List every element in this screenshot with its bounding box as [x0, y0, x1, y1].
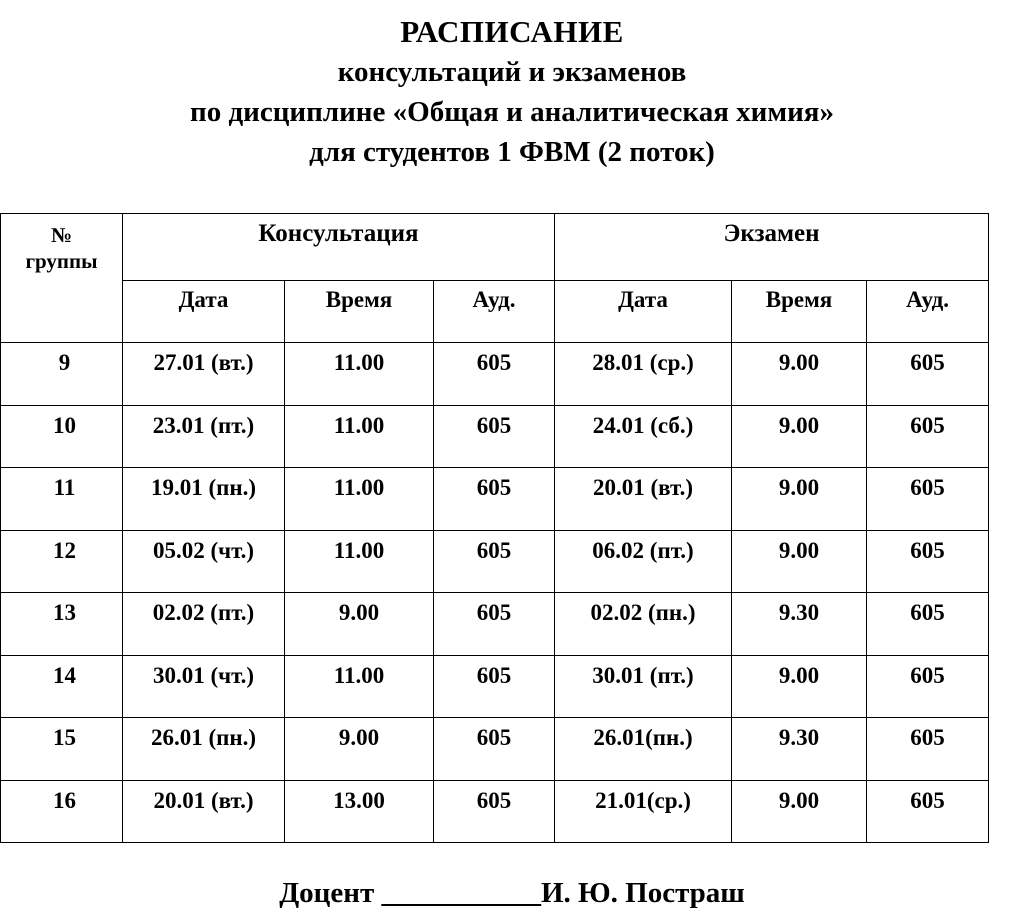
group-number-header	[1, 214, 123, 343]
exam-room-cell: 605	[867, 343, 989, 406]
table-row	[1, 655, 989, 718]
schedule-table	[0, 213, 989, 843]
consult-room-cell: 605	[434, 593, 555, 656]
group-cell: 13	[1, 593, 123, 656]
group-cell: 9	[1, 343, 123, 406]
group-cell: 12	[1, 530, 123, 593]
exam-date-cell: 30.01 (пт.)	[555, 655, 732, 718]
table-header-row	[1, 214, 989, 281]
exam-room-cell: 605	[867, 530, 989, 593]
exam-time-cell: 9.00	[732, 530, 867, 593]
exam-date-cell: 24.01 (сб.)	[555, 405, 732, 468]
group-cell: 15	[1, 718, 123, 781]
exam-date-header: Дата	[555, 281, 732, 343]
exam-time-cell: 9.30	[732, 718, 867, 781]
subtitle-line-1: консультаций и экзаменов	[337, 56, 687, 88]
exam-room-cell: 605	[867, 718, 989, 781]
consult-date-cell: 30.01 (чт.)	[123, 655, 285, 718]
group-number-word: группы	[25, 249, 98, 273]
exam-room-cell: 605	[867, 780, 989, 843]
table-row	[1, 343, 989, 406]
consult-date-cell: 20.01 (вт.)	[123, 780, 285, 843]
consultation-header: Консультация	[123, 214, 555, 281]
group-cell: 16	[1, 780, 123, 843]
signature-line: Доцент ___________И. Ю. Постраш	[279, 877, 745, 909]
consult-time-cell: 11.00	[285, 530, 434, 593]
group-number-symbol: №	[50, 223, 73, 247]
exam-date-cell: 28.01 (ср.)	[555, 343, 732, 406]
consult-time-cell: 9.00	[285, 593, 434, 656]
exam-time-cell: 9.00	[732, 405, 867, 468]
consult-time-cell: 9.00	[285, 718, 434, 781]
exam-room-cell: 605	[867, 593, 989, 656]
consult-room-cell: 605	[434, 468, 555, 531]
consult-time-cell: 11.00	[285, 655, 434, 718]
consult-room-cell: 605	[434, 655, 555, 718]
consult-time-cell: 11.00	[285, 468, 434, 531]
exam-date-cell: 26.01(пн.)	[555, 718, 732, 781]
exam-room-header: Ауд.	[867, 281, 989, 343]
subtitle-line-2: по дисциплине «Общая и аналитическая химия»	[189, 96, 834, 128]
exam-time-cell: 9.00	[732, 655, 867, 718]
exam-room-cell: 605	[867, 655, 989, 718]
consult-date-cell: 23.01 (пт.)	[123, 405, 285, 468]
consult-date-cell: 26.01 (пн.)	[123, 718, 285, 781]
consult-time-header: Время	[285, 281, 434, 343]
consult-date-header: Дата	[123, 281, 285, 343]
consult-room-cell: 605	[434, 343, 555, 406]
exam-date-cell: 20.01 (вт.)	[555, 468, 732, 531]
group-cell: 11	[1, 468, 123, 531]
group-cell: 10	[1, 405, 123, 468]
page-title: РАСПИСАНИЕ	[400, 14, 624, 49]
exam-time-cell: 9.30	[732, 593, 867, 656]
consult-date-cell: 19.01 (пн.)	[123, 468, 285, 531]
consult-room-cell: 605	[434, 405, 555, 468]
consult-date-cell: 05.02 (чт.)	[123, 530, 285, 593]
consult-room-header: Ауд.	[434, 281, 555, 343]
table-row	[1, 718, 989, 781]
exam-room-cell: 605	[867, 405, 989, 468]
consult-room-cell: 605	[434, 718, 555, 781]
table-row	[1, 468, 989, 531]
document-header	[0, 12, 1024, 172]
exam-room-cell: 605	[867, 468, 989, 531]
table-row	[1, 780, 989, 843]
exam-date-cell: 02.02 (пн.)	[555, 593, 732, 656]
exam-time-cell: 9.00	[732, 780, 867, 843]
table-row	[1, 530, 989, 593]
consult-date-cell: 27.01 (вт.)	[123, 343, 285, 406]
table-subheader-row	[1, 281, 989, 343]
table-row	[1, 405, 989, 468]
consult-room-cell: 605	[434, 530, 555, 593]
exam-time-header: Время	[732, 281, 867, 343]
table-row	[1, 593, 989, 656]
exam-time-cell: 9.00	[732, 343, 867, 406]
subtitle-line-3: для студентов 1 ФВМ (2 поток)	[309, 136, 715, 168]
exam-header: Экзамен	[555, 214, 989, 281]
exam-date-cell: 06.02 (пт.)	[555, 530, 732, 593]
consult-time-cell: 13.00	[285, 780, 434, 843]
consult-time-cell: 11.00	[285, 405, 434, 468]
group-cell: 14	[1, 655, 123, 718]
consult-date-cell: 02.02 (пт.)	[123, 593, 285, 656]
exam-time-cell: 9.00	[732, 468, 867, 531]
consult-time-cell: 11.00	[285, 343, 434, 406]
exam-date-cell: 21.01(ср.)	[555, 780, 732, 843]
consult-room-cell: 605	[434, 780, 555, 843]
